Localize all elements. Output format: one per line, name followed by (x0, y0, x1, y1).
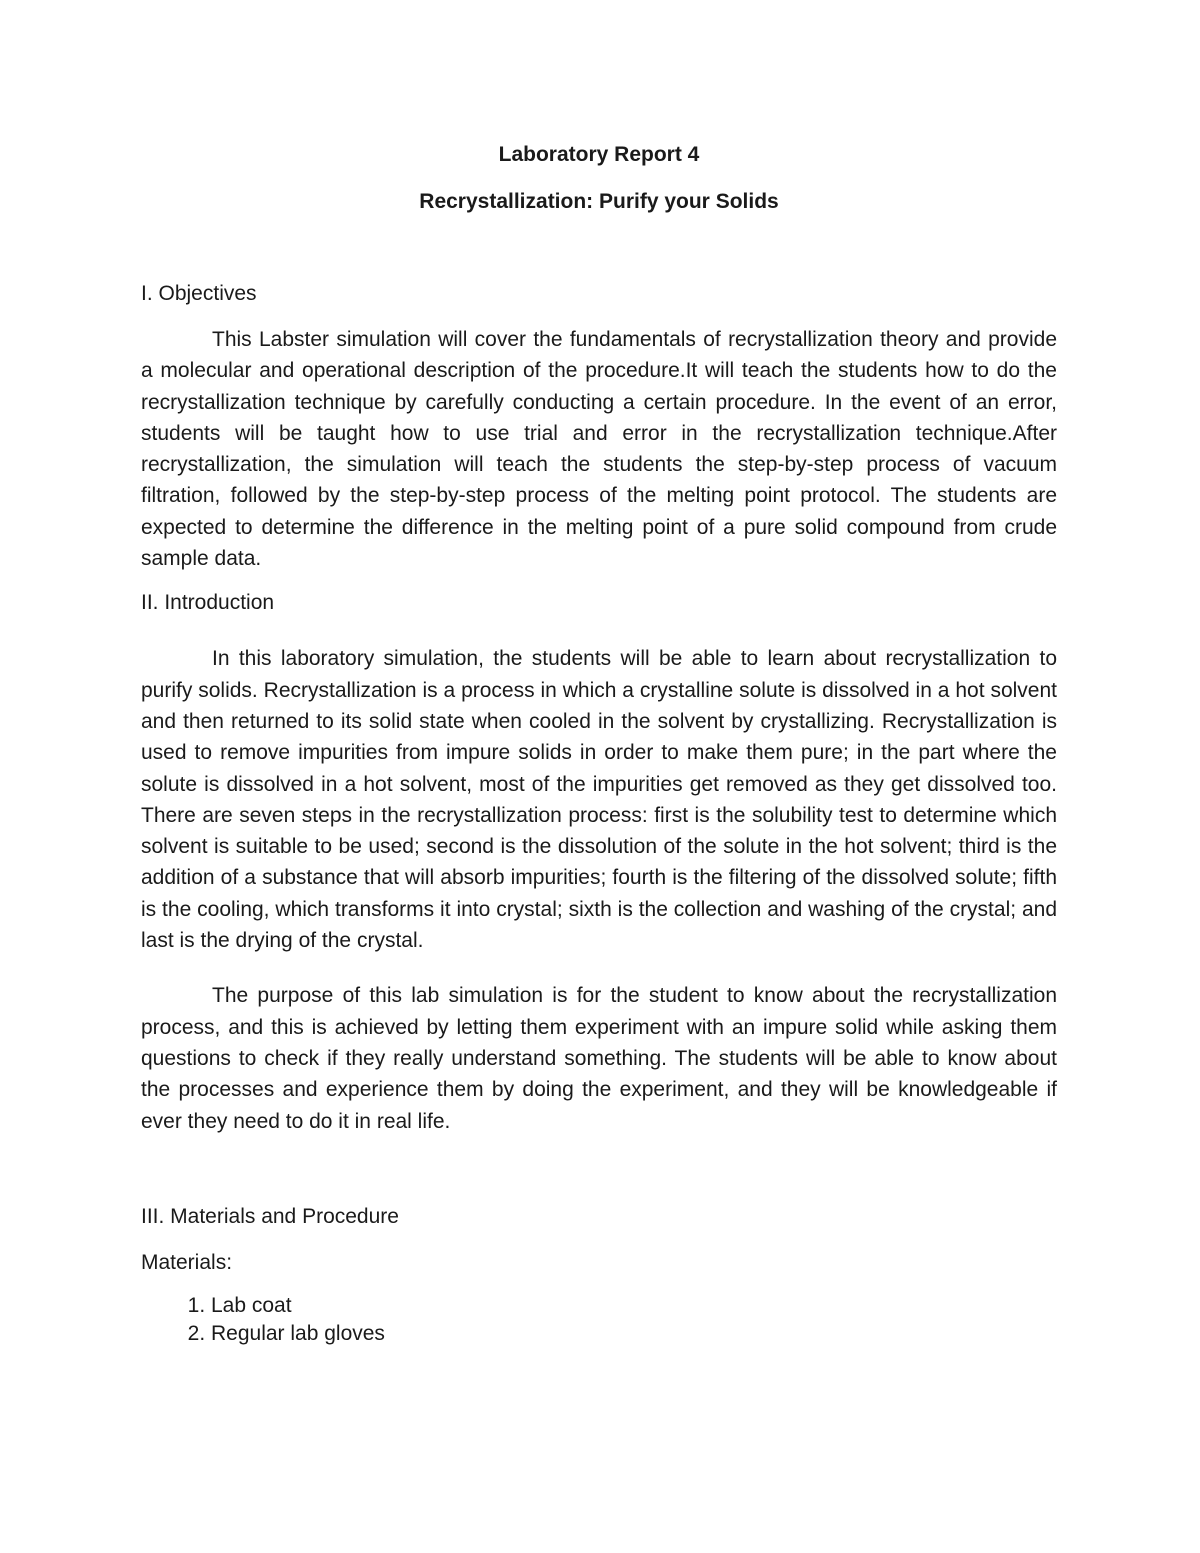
objectives-paragraph: This Labster simulation will cover the fundamentals of recrystallization theory and provide a molecular and operational description of the procedure.It will teach the students how to do the recrystallization technique by carefully conducting a certain procedure. In the event of an error, students will be taught how to use trial and error in the recrystallization technique.After recrystallization, the simulation will teach the students the step-by-step process of vacuum filtration, followed by the step-by-step process of the melting point protocol. The students are expected to determine the difference in the melting point of a pure solid compound from crude sample data. (141, 328, 1057, 571)
introduction-paragraph-1: In this laboratory simulation, the students will be able to learn about recrystallization to purify solids. Recrystallization is a process in which a crystalline solute is dissolved in a hot solvent and then returned to its solid state when cooled in the solvent by crystallizing. Recrystallization is used to remove impurities from impure solids in order to make them pure; in the part where the solute is dissolved in a hot solvent, most of the impurities get removed as they get dissolved too. There are seven steps in the recrystallization process: first is the solubility test to determine which solvent is suitable to be used; second is the dissolution of the solute in the hot solvent; third is the addition of a substance that will absorb impurities; fourth is the filtering of the dissolved solute; fifth is the cooling, which transforms it into crystal; sixth is the collection and washing of the crystal; and last is the drying of the crystal. (141, 647, 1057, 953)
materials-list (141, 1292, 1057, 1348)
document-page (141, 140, 1057, 1348)
introduction-paragraph-2: The purpose of this lab simulation is for the student to know about the recrystallization process, and this is achieved by letting them experiment with an impure solid while asking them questions to check if they really understand something. The students will be able to know about the processes and experience them by doing the experiment, and they will be knowledgeable if ever they need to do it in real life. (141, 984, 1057, 1133)
list-item: 2. Regular lab gloves (211, 1320, 1057, 1348)
materials-procedure-heading: III. Materials and Procedure (141, 1204, 399, 1228)
document-title: Laboratory Report 4 (498, 143, 700, 166)
introduction-heading: II. Introduction (141, 591, 275, 615)
materials-label: Materials: (141, 1250, 233, 1274)
objectives-heading: I. Objectives (141, 282, 257, 305)
document-subtitle: Recrystallization: Purify your Solids (419, 190, 779, 213)
list-item: 1. Lab coat (211, 1292, 1057, 1320)
